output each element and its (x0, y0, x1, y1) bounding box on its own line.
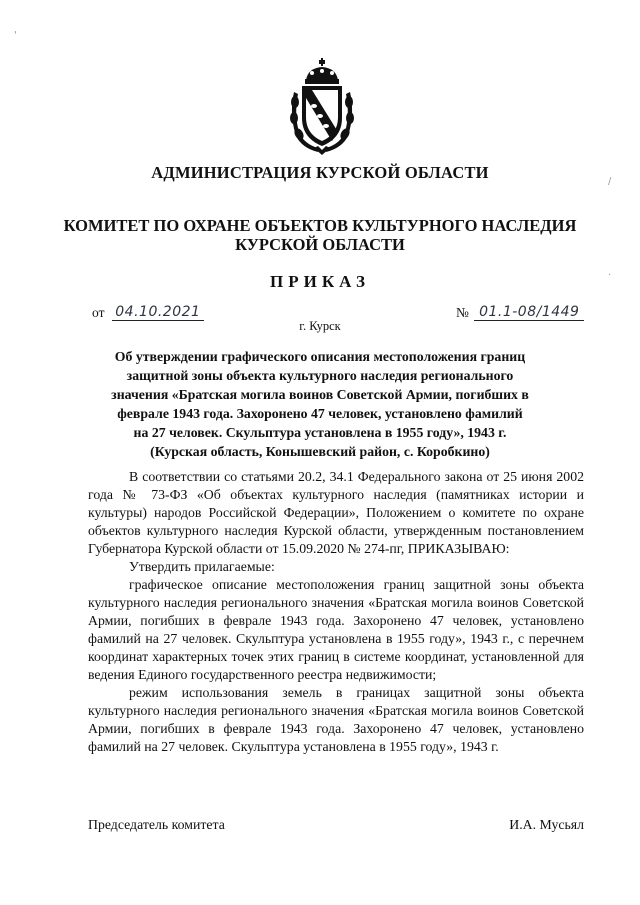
title-line: значения «Братская могила воинов Советской Армии, погибших в (111, 387, 529, 402)
document-type-heading: ПРИКАЗ (270, 272, 370, 291)
signatory-position: Председатель комитета (88, 817, 225, 832)
committee-heading-line1: КОМИТЕТ ПО ОХРАНЕ ОБЪЕКТОВ КУЛЬТУРНОГО НАСЛЕДИЯ (63, 216, 577, 235)
title-line: феврале 1943 года. Захоронено 47 человек, установлено фамилий (117, 406, 523, 421)
order-title (88, 347, 552, 461)
number-value: 01.1-08/1449 (479, 304, 580, 320)
title-line: на 27 человек. Скульптура установлена в 1955 году», 1943 г. (133, 425, 507, 440)
date-prefix: от (92, 305, 105, 320)
signatory-name: И.А. Мусьял (509, 817, 584, 832)
scan-mark: / (608, 176, 612, 187)
city-label: г. Курск (299, 319, 341, 333)
body-paragraph-graphic-description: графическое описание местоположения границ защитной зоны объекта культурного наследия регионального значения «Братская могила воинов Советской Армии, погибших в феврале 1943 года. Захоронено 47 человек, установлено фамилий на 27 человек. Скульптура установлена в 1955 году», 1943 г., с перечнем координат характерных точек этих границ в системе координат, установленной для ведения Единого государственного реестра недвижимости; (88, 577, 584, 682)
body-paragraph-land-use-regime: режим использования земель в границах защитной зоны объекта культурного наследия регионального значения «Братская могила воинов Советской Армии, погибших в феврале 1943 года. Захоронено 47 человек, установлено фамилий на 27 человек. Скульптура установлена в 1955 году», 1943 г. (88, 685, 584, 754)
order-body (88, 468, 584, 756)
date-value: 04.10.2021 (115, 304, 201, 320)
scan-mark: · (608, 270, 612, 281)
body-paragraph-approve: Утвердить прилагаемые: (129, 559, 275, 574)
title-line: Об утверждении графического описания местоположения границ (114, 349, 526, 364)
title-line: (Курская область, Конышевский район, с. Коробкино) (150, 444, 490, 459)
kursk-coat-of-arms-icon (288, 58, 356, 156)
body-paragraph-preamble: В соответствии со статьями 20.2, 34.1 Федерального закона от 25 июня 2002 года № 73-ФЗ «Об объектах культурного наследия (памятниках истории и культуры) народов Российской Федерации», Положением о комитете по охране объектов культурного наследия Курской области, утвержденным постановлением Губернатора Курской области от 15.09.2020 № 274-пг, ПРИКАЗЫВАЮ: (88, 469, 584, 556)
title-line: защитной зоны объекта культурного наследия регионального (126, 368, 514, 383)
administration-heading: АДМИНИСТРАЦИЯ КУРСКОЙ ОБЛАСТИ (151, 163, 489, 182)
committee-heading (0, 216, 640, 254)
committee-heading-line2: КУРСКОЙ ОБЛАСТИ (235, 235, 405, 254)
number-prefix: № (456, 305, 469, 320)
scan-mark: ' (14, 30, 17, 41)
